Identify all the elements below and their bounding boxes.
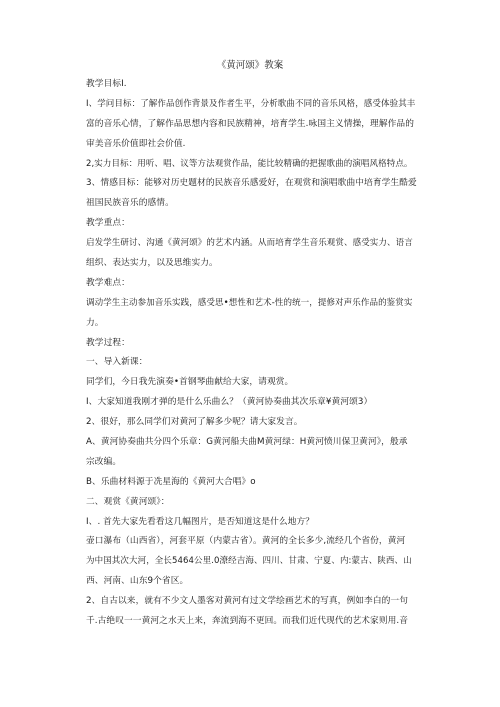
text-line: 教学重点： — [86, 218, 130, 229]
text-line: 壶口瀑布（山西省），河套平原（内蒙古省）。黄河的全长多少,流经几个省份，黄河 — [86, 536, 406, 547]
text-line: 一、导入新课： — [86, 357, 148, 368]
text-line: A、黄河协奏曲共分四个乐章：G黄河船夫曲M黄河绿：H黄河愤川保卫黄河》，般承 — [86, 437, 408, 448]
text-line: B、乐曲材料源于冼星海的《黄河大合唱》o — [86, 476, 256, 487]
text-line: 组织、表达实力，以及思维实力。 — [86, 258, 218, 269]
text-line: 教学难点： — [86, 277, 130, 288]
text-line: 富的音乐心情，了解作品思想内容和民族精神，培育学生.咏国主义情操，理解作品的 — [86, 118, 414, 129]
document-title: 《黄河颂》教案 — [216, 60, 284, 71]
text-line: 力。 — [86, 317, 104, 328]
text-line: 2,实力目标：用听、唱、议等方法观赏作品，能比较精确的把握歌曲的演唱风格特点。 — [86, 158, 413, 169]
text-line: 启发学生研讨、沟通《黄河颂》的艺术内涵。从而培育学生音乐观赏、感受实力、语言 — [86, 238, 413, 249]
text-line: 2、很好，那么同学们对黄河了解多少呢？请大家发言。 — [86, 417, 303, 428]
text-line: 调动学生主动参加音乐实践，感受思•想性和艺术-性的统一，提修对声乐作品的鉴赏实 — [86, 297, 413, 308]
text-line: 教学过程： — [86, 337, 130, 348]
text-line: 为中国其次大河，全长5464公里.0潦经吉海、四川、甘肃、宁夏、内:蒙古、陕西、山 — [86, 556, 412, 567]
text-line: 同学们，今日我先演奏•首钢琴曲献给大家，请观赏。 — [86, 377, 294, 388]
text-line: I、大家知道我刚才弹的是什么乐曲么？（黄河协奏曲其次乐章¥黄河颂3） — [86, 397, 373, 408]
text-line: I、. 首先大家先看看这几幅图片，是否知道这是什么地方？ — [86, 516, 315, 527]
text-line: 审美音乐价值即社会价值. — [86, 138, 186, 149]
text-line: 3、情感目标：能够对历史题材的民族音乐感爱好，在观赏和演唱歌曲中培育学生酷爱 — [86, 178, 417, 189]
document-body — [86, 75, 418, 632]
text-line: 二、观赏《黄河颂》： — [86, 496, 170, 507]
text-line: 千.古绝叹一一黄河之水天上来，奔流到海不更回。而我们近代现代的艺术家则用.音 — [86, 616, 409, 627]
text-line: I、学问目标：了解作品创作背景及作者生平，分析歌曲不同的音乐风格，感受体验其丰 — [86, 98, 416, 109]
text-line: 祖国民族音乐的感情。 — [86, 198, 174, 209]
text-line: 教学目标I. — [86, 79, 127, 89]
text-line: 2、自古以来，就有不少文人墨客对黄河有过文学绘画艺术的写真，例如李白的一句 — [86, 596, 408, 607]
text-line: 宗改编。 — [86, 456, 122, 467]
text-line: 西、河南、山东9个省区。 — [86, 576, 189, 587]
